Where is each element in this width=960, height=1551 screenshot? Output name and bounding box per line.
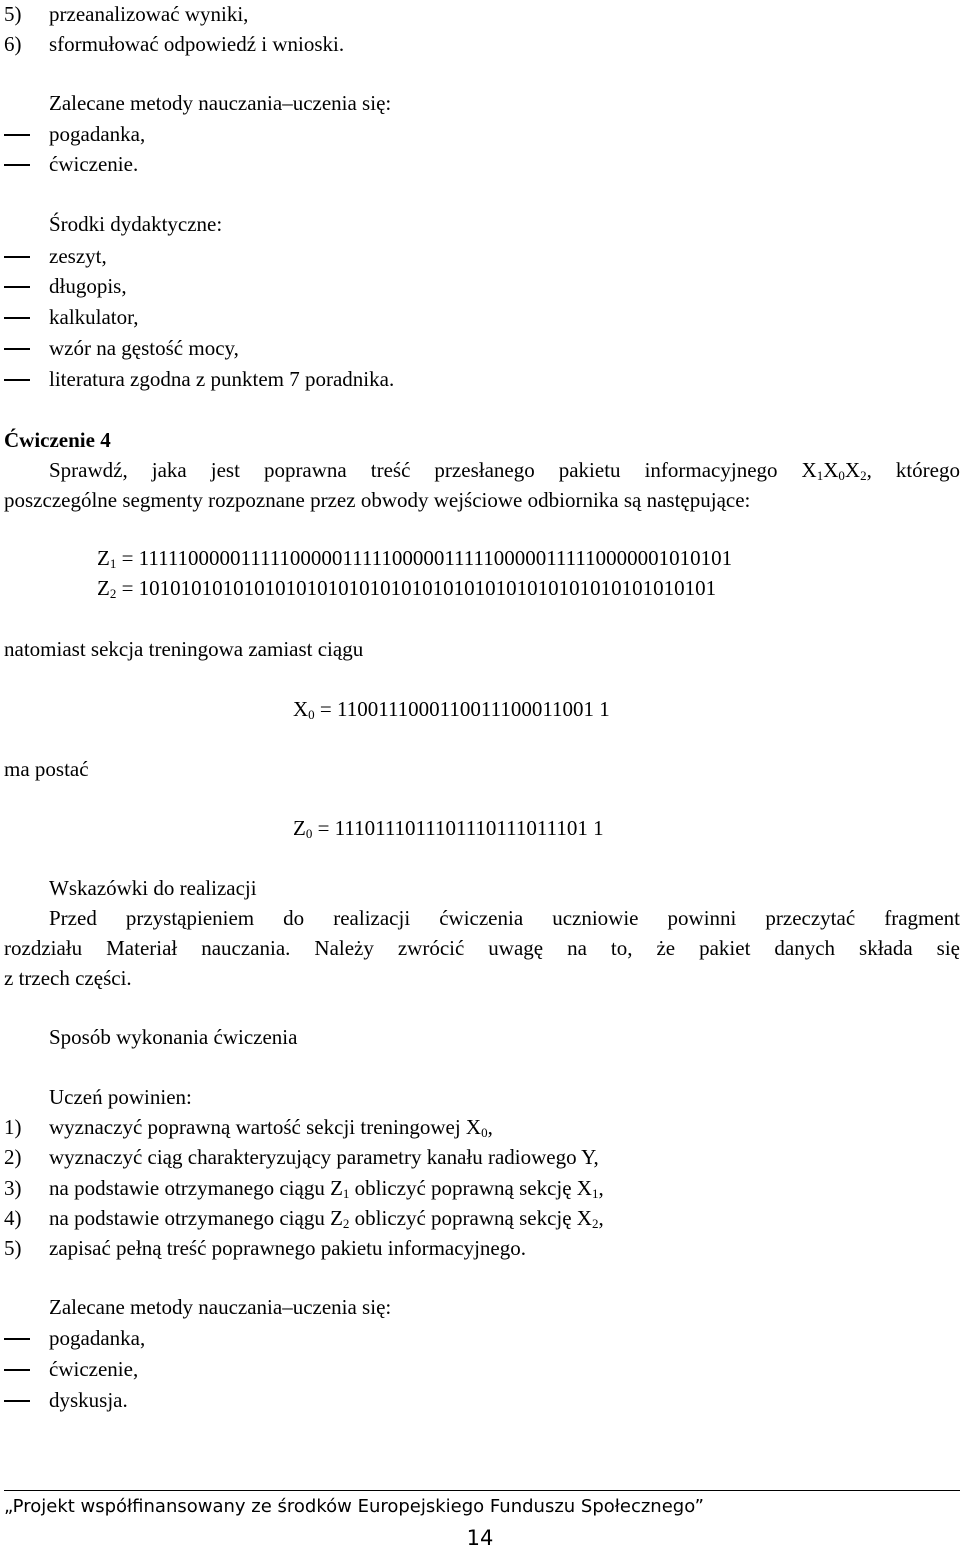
step-number: 4) <box>4 1206 22 1230</box>
step-text: na podstawie otrzymanego ciągu $Z_1$ obliczyć poprawną sekcję $X_1$, <box>49 1176 604 1201</box>
footer-divider <box>4 1490 960 1491</box>
step-text: sformułować odpowiedź i wnioski. <box>49 32 345 56</box>
list-item: kalkulator, <box>49 305 139 329</box>
z0-sequence: $Z_0 = 1110111011101110111011101$ 1 <box>293 816 604 841</box>
aids-heading: Środki dydaktyczne: <box>49 212 223 236</box>
dash-bullet <box>4 1400 30 1402</box>
dash-bullet <box>4 286 30 288</box>
step-number: 1) <box>4 1115 22 1139</box>
list-item: długopis, <box>49 274 127 298</box>
list-item: wzór na gęstość mocy, <box>49 336 239 360</box>
step-number: 6) <box>4 32 22 56</box>
step-text: na podstawie otrzymanego ciągu $Z_2$ obliczyć poprawną sekcję $X_2$, <box>49 1206 604 1231</box>
hints-line3: z trzech części. <box>4 966 132 990</box>
step-number: 5) <box>4 2 22 26</box>
hints-heading: Wskazówki do realizacji <box>49 876 257 900</box>
hints-line2: rozdziału Materiał nauczania. Należy zwrócić uwagę na to, że pakiet danych składa się <box>4 936 960 960</box>
footer-text: „Projekt współfinansowany ze środków Europejskiego Funduszu Społecznego” <box>4 1496 704 1517</box>
exercise-intro-line1: Sprawdź, jaka jest poprawna treść przesłanego pakietu informacyjnego $X_1X_0X_2$, którego <box>49 458 960 483</box>
list-item: pogadanka, <box>49 122 146 146</box>
dash-bullet <box>4 317 30 319</box>
x0-sequence: $X_0 = 1100111000110011100011001$ 1 <box>293 697 610 722</box>
page-number: 14 <box>466 1526 494 1550</box>
step-number: 2) <box>4 1145 22 1169</box>
step-text: wyznaczyć ciąg charakteryzujący parametry kanału radiowego Y, <box>49 1145 599 1169</box>
step-text: przeanalizować wyniki, <box>49 2 249 26</box>
dash-bullet <box>4 1369 30 1371</box>
list-item: dyskusja. <box>49 1388 128 1412</box>
list-item: zeszyt, <box>49 244 107 268</box>
step-number: 5) <box>4 1236 22 1260</box>
dash-bullet <box>4 134 30 136</box>
methods-heading: Zalecane metody nauczania–uczenia się: <box>49 1295 392 1319</box>
exercise-title: Ćwiczenie 4 <box>4 428 111 452</box>
z1-sequence: $Z_1 = 1111100000111110000011111000001111100000111110000001010101$ <box>97 546 733 571</box>
method-heading: Sposób wykonania ćwiczenia <box>49 1025 298 1049</box>
dash-bullet <box>4 164 30 166</box>
hints-line1: Przed przystąpieniem do realizacji ćwiczenia uczniowie powinni przeczytać fragment <box>49 906 960 930</box>
list-item: ćwiczenie, <box>49 1357 139 1381</box>
methods-heading: Zalecane metody nauczania–uczenia się: <box>49 91 392 115</box>
step-text: zapisać pełną treść poprawnego pakietu informacyjnego. <box>49 1236 526 1260</box>
list-item: ćwiczenie. <box>49 152 139 176</box>
dash-bullet <box>4 256 30 258</box>
dash-bullet <box>4 379 30 381</box>
exercise-intro-line2: poszczególne segmenty rozpoznane przez obwody wejściowe odbiornika są następujące: <box>4 488 751 512</box>
step-text: wyznaczyć poprawną wartość sekcji treningowej $X_0$, <box>49 1115 493 1140</box>
step-number: 3) <box>4 1176 22 1200</box>
training-section-text: natomiast sekcja treningowa zamiast ciągu <box>4 637 364 661</box>
dash-bullet <box>4 1338 30 1340</box>
dash-bullet <box>4 348 30 350</box>
ma-postac-text: ma postać <box>4 757 89 781</box>
z2-sequence: $Z_2 = 1010101010101010101010101010101010101010101010101010101$ <box>97 576 717 601</box>
student-heading: Uczeń powinien: <box>49 1085 192 1109</box>
list-item: literatura zgodna z punktem 7 poradnika. <box>49 367 395 391</box>
list-item: pogadanka, <box>49 1326 146 1350</box>
